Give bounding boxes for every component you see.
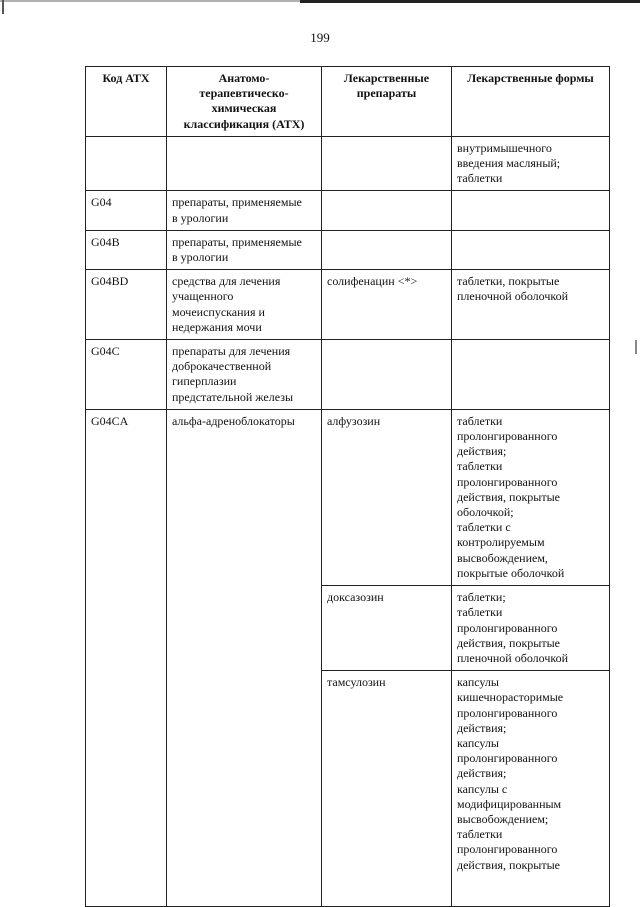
cell-forms: [452, 191, 610, 230]
table-row: [86, 230, 610, 269]
cell-drug: солифенацин <*>: [322, 270, 452, 340]
cell-classification: препараты, применяемые в урологии: [167, 230, 322, 269]
cell-forms: [452, 230, 610, 269]
table-header-row: [86, 67, 610, 137]
cell-classification: средства для лечения учащенного мочеиспускания и недержания мочи: [167, 270, 322, 340]
cell-classification: [167, 136, 322, 191]
cell-drug: [322, 230, 452, 269]
header-forms: Лекарственные формы: [452, 67, 610, 137]
table-row: [86, 409, 610, 585]
cell-drug: доксазозин: [322, 586, 452, 671]
cell-classification: препараты для лечения доброкачественной гиперплазии предстательной железы: [167, 340, 322, 410]
scan-edge-mark: [635, 340, 637, 354]
cell-drug: [322, 340, 452, 410]
table-row: [86, 340, 610, 410]
cell-classification: альфа-адреноблокаторы: [167, 409, 322, 906]
scan-edge-shadow: [300, 0, 640, 3]
cell-code: G04C: [86, 340, 167, 410]
atx-table: [85, 66, 610, 907]
cell-forms: таблетки пролонгированного действия; таблетки пролонгированного действия, покрытые оболочкой; таблетки с контролируемым высвобождением, покрытые оболочкой: [452, 409, 610, 585]
cell-forms: таблетки, покрытые пленочной оболочкой: [452, 270, 610, 340]
cell-classification: препараты, применяемые в урологии: [167, 191, 322, 230]
cell-forms: [452, 340, 610, 410]
cell-forms: таблетки; таблетки пролонгированного действия, покрытые пленочной оболочкой: [452, 586, 610, 671]
header-drugs: Лекарственные препараты: [322, 67, 452, 137]
header-code: Код АТХ: [86, 67, 167, 137]
table-row: [86, 191, 610, 230]
header-classification: Анатомо- терапевтическо- химическая классификация (АТХ): [167, 67, 322, 137]
cell-drug: тамсулозин: [322, 671, 452, 907]
cell-forms: капсулы кишечнорасторимые пролонгированного действия; капсулы пролонгированного действия; капсулы с модифицированным высвобождением; таблетки пролонгированного действия, покрытые: [452, 671, 610, 907]
table-row: [86, 136, 610, 191]
cell-forms: внутримышечного введения масляный; таблетки: [452, 136, 610, 191]
cell-code: G04BD: [86, 270, 167, 340]
cell-drug: алфузозин: [322, 409, 452, 585]
table-row: [86, 270, 610, 340]
cell-code: G04B: [86, 230, 167, 269]
cell-code: [86, 136, 167, 191]
cell-code: G04: [86, 191, 167, 230]
page-number: 199: [310, 30, 330, 45]
cell-code: G04CA: [86, 409, 167, 906]
cell-drug: [322, 136, 452, 191]
cell-drug: [322, 191, 452, 230]
scan-edge-mark: [2, 0, 4, 14]
